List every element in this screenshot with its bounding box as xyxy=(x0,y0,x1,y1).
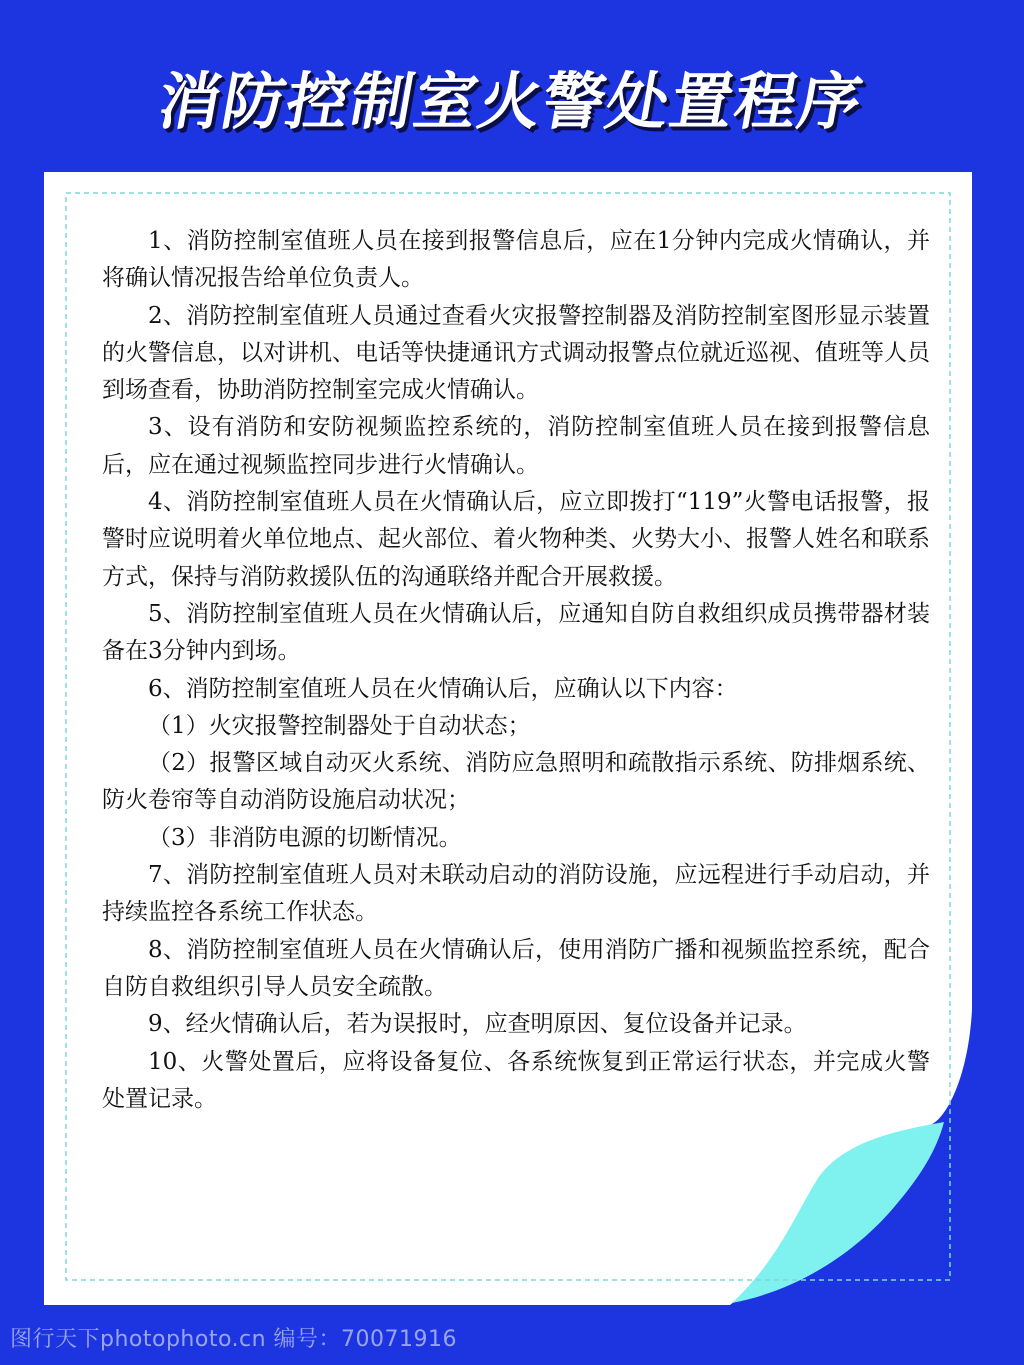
paragraph-5: 5、消防控制室值班人员在火情确认后，应通知自防自救组织成员携带器材装备在3分钟内到场。 xyxy=(102,600,930,665)
paragraph-3: 3、设有消防和安防视频监控系统的，消防控制室值班人员在接到报警信息后，应在通过视频监控同步进行火情确认。 xyxy=(102,414,930,478)
watermark-text: 图行天下photophoto.cn 编号：70071916 xyxy=(10,1327,458,1352)
paragraph-2: 2、消防控制室值班人员通过查看火灾报警控制器及消防控制室图形显示装置的火警信息，以对讲机、电话等快捷通讯方式调动报警点位就近巡视、值班等人员到场查看，协助消防控制室完成火情确认。 xyxy=(102,302,930,404)
poster-title: 消防控制室火警处置程序 xyxy=(152,65,870,138)
paragraph-10: 10、火警处置后，应将设备复位、各系统恢复到正常运行状态，并完成火警处置记录。 xyxy=(102,1048,930,1112)
paragraph-6-item-2: （2）报警区域自动灭火系统、消防应急照明和疏散指示系统、防排烟系统、防火卷帘等自动消防设施启动状况； xyxy=(102,750,930,814)
paragraph-7: 7、消防控制室值班人员对未联动启动的消防设施，应远程进行手动启动，并持续监控各系统工作状态。 xyxy=(102,862,930,926)
paragraph-6-item-3: （3）非消防电源的切断情况。 xyxy=(148,824,462,851)
paragraph-6-item-1: （1）火灾报警控制器处于自动状态； xyxy=(148,712,531,739)
paragraph-9: 9、经火情确认后，若为误报时，应查明原因、复位设备并记录。 xyxy=(148,1011,807,1038)
paragraph-8: 8、消防控制室值班人员在火情确认后，使用消防广播和视频监控系统，配合自防自救组织引导人员安全疏散。 xyxy=(102,936,930,1000)
paragraph-6: 6、消防控制室值班人员在火情确认后，应确认以下内容： xyxy=(148,675,738,702)
procedure-text xyxy=(102,223,930,1118)
paragraph-1: 1、消防控制室值班人员在接到报警信息后，应在1分钟内完成火情确认，并将确认情况报告给单位负责人。 xyxy=(102,228,930,292)
paragraph-4: 4、消防控制室值班人员在火情确认后，应立即拨打“119”火警电话报警，报警时应说明着火单位地点、起火部位、着火物种类、火势大小、报警人姓名和联系方式，保持与消防救援队伍的沟通联络并配合开展救援。 xyxy=(102,489,930,590)
